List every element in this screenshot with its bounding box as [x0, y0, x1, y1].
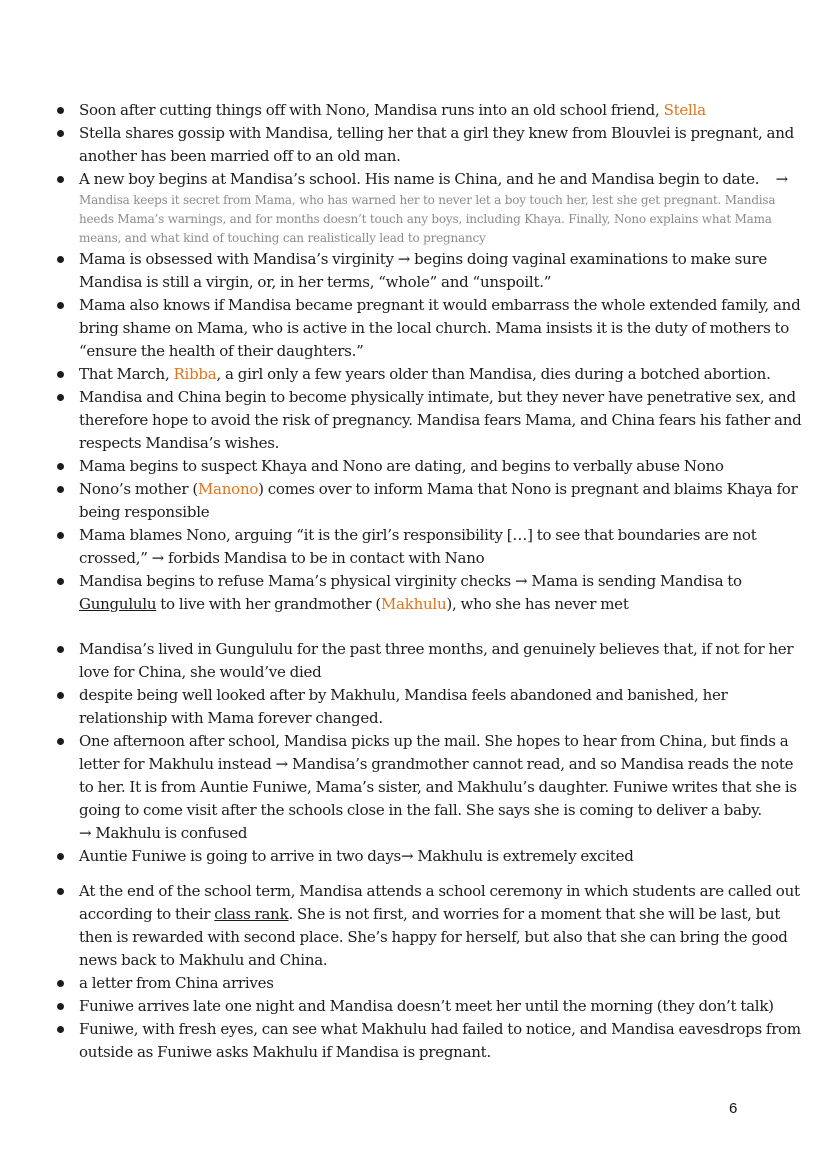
list-item: Stella shares gossip with Mandisa, telling her that a girl they knew from Blouvlei is pregnant, and another has been married off to an old man.	[57, 122, 802, 168]
list-item: Soon after cutting things off with Nono, Mandisa runs into an old school friend, Stella	[57, 99, 802, 122]
list-item: That March, Ribba, a girl only a few years older than Mandisa, dies during a botched abortion.	[57, 363, 802, 386]
arrow-glyph: →	[775, 170, 788, 188]
list-item: One afternoon after school, Mandisa picks up the mail. She hopes to hear from China, but finds a letter for Makhulu instead → Mandisa’s grandmother cannot read, and so Mandisa reads the note to her. It is from Auntie Funiwe, Mama’s sister, and Makhulu’s daughter. Funiwe writes that she is going to come visit after the schools close in the fall. She says she is coming to deliver a baby.→ Makhulu is confused	[57, 730, 802, 845]
character-name-stella: Stella	[663, 101, 706, 119]
list-item: At the end of the school term, Mandisa attends a school ceremony in which students are called out according to their class rank. She is not first, and worries for a moment that she will be last, but then is rewarded with second place. She’s happy for herself, but also that she can bring the good news back to Makhulu and China.	[57, 880, 802, 972]
character-name-makhulu: Makhulu	[380, 595, 447, 613]
class-rank-link[interactable]: class rank	[214, 905, 289, 923]
list-item: Mama also knows if Mandisa became pregnant it would embarrass the whole extended family, and bring shame on Mama, who is active in the local church. Mama insists it is the duty of mothers to “ensure the health of their daughters.”	[57, 294, 802, 363]
character-name-manono: Manono	[197, 480, 259, 498]
list-item: Funiwe arrives late one night and Mandisa doesn’t meet her until the morning (they don’t talk)	[57, 995, 802, 1018]
side-note: Mandisa keeps it secret from Mama, who has warned her to never let a boy touch her, lest she get pregnant. Mandisa heeds Mama’s warnings, and for months doesn’t touch any boys, including Khaya. Finally, Nono explains what Mama means, and what kind of touching can realistically lead to pregnancy	[79, 193, 776, 245]
notes-section-2	[57, 638, 802, 868]
notes-section-3	[57, 880, 802, 1064]
list-item: a letter from China arrives	[57, 972, 802, 995]
list-item: Nono’s mother (Manono) comes over to inform Mama that Nono is pregnant and blaims Khaya for being responsible	[57, 478, 802, 524]
character-name-ribba: Ribba	[173, 365, 217, 383]
list-item: Mandisa and China begin to become physically intimate, but they never have penetrative sex, and therefore hope to avoid the risk of pregnancy. Mandisa fears Mama, and China fears his father and respects Mandisa’s wishes.	[57, 386, 802, 455]
list-item: Mandisa begins to refuse Mama’s physical virginity checks → Mama is sending Mandisa to Gungululu to live with her grandmother (Makhulu), who she has never met	[57, 570, 802, 616]
notes-section-1	[57, 99, 802, 616]
list-item: Mandisa’s lived in Gungululu for the past three months, and genuinely believes that, if not for her love for China, she would’ve died	[57, 638, 802, 684]
page-number: 6	[729, 1100, 738, 1117]
list-item: Funiwe, with fresh eyes, can see what Makhulu had failed to notice, and Mandisa eavesdrops from outside as Funiwe asks Makhulu if Mandisa is pregnant.	[57, 1018, 802, 1064]
list-item: Mama blames Nono, arguing “it is the girl’s responsibility […] to see that boundaries are not crossed,” → forbids Mandisa to be in contact with Nano	[57, 524, 802, 570]
list-item: Mama begins to suspect Khaya and Nono are dating, and begins to verbally abuse Nono	[57, 455, 802, 478]
list-item: → A new boy begins at Mandisa’s school. His name is China, and he and Mandisa begin to date. Mandisa keeps it secret from Mama, who has warned her to never let a boy touch her, lest she get pregnant. Mandisa heeds Mama’s warnings, and for months doesn’t touch any boys, including Khaya. Finally, Nono explains what Mama means, and what kind of touching can realistically lead to pregnancy	[57, 168, 802, 248]
list-item: Mama is obsessed with Mandisa’s virginity → begins doing vaginal examinations to make sure Mandisa is still a virgin, or, in her terms, “whole” and “unspoilt.”	[57, 248, 802, 294]
list-item: despite being well looked after by Makhulu, Mandisa feels abandoned and banished, her relationship with Mama forever changed.	[57, 684, 802, 730]
place-link-gungululu[interactable]: Gungululu	[79, 595, 157, 613]
list-item: Auntie Funiwe is going to arrive in two days→ Makhulu is extremely excited	[57, 845, 802, 868]
